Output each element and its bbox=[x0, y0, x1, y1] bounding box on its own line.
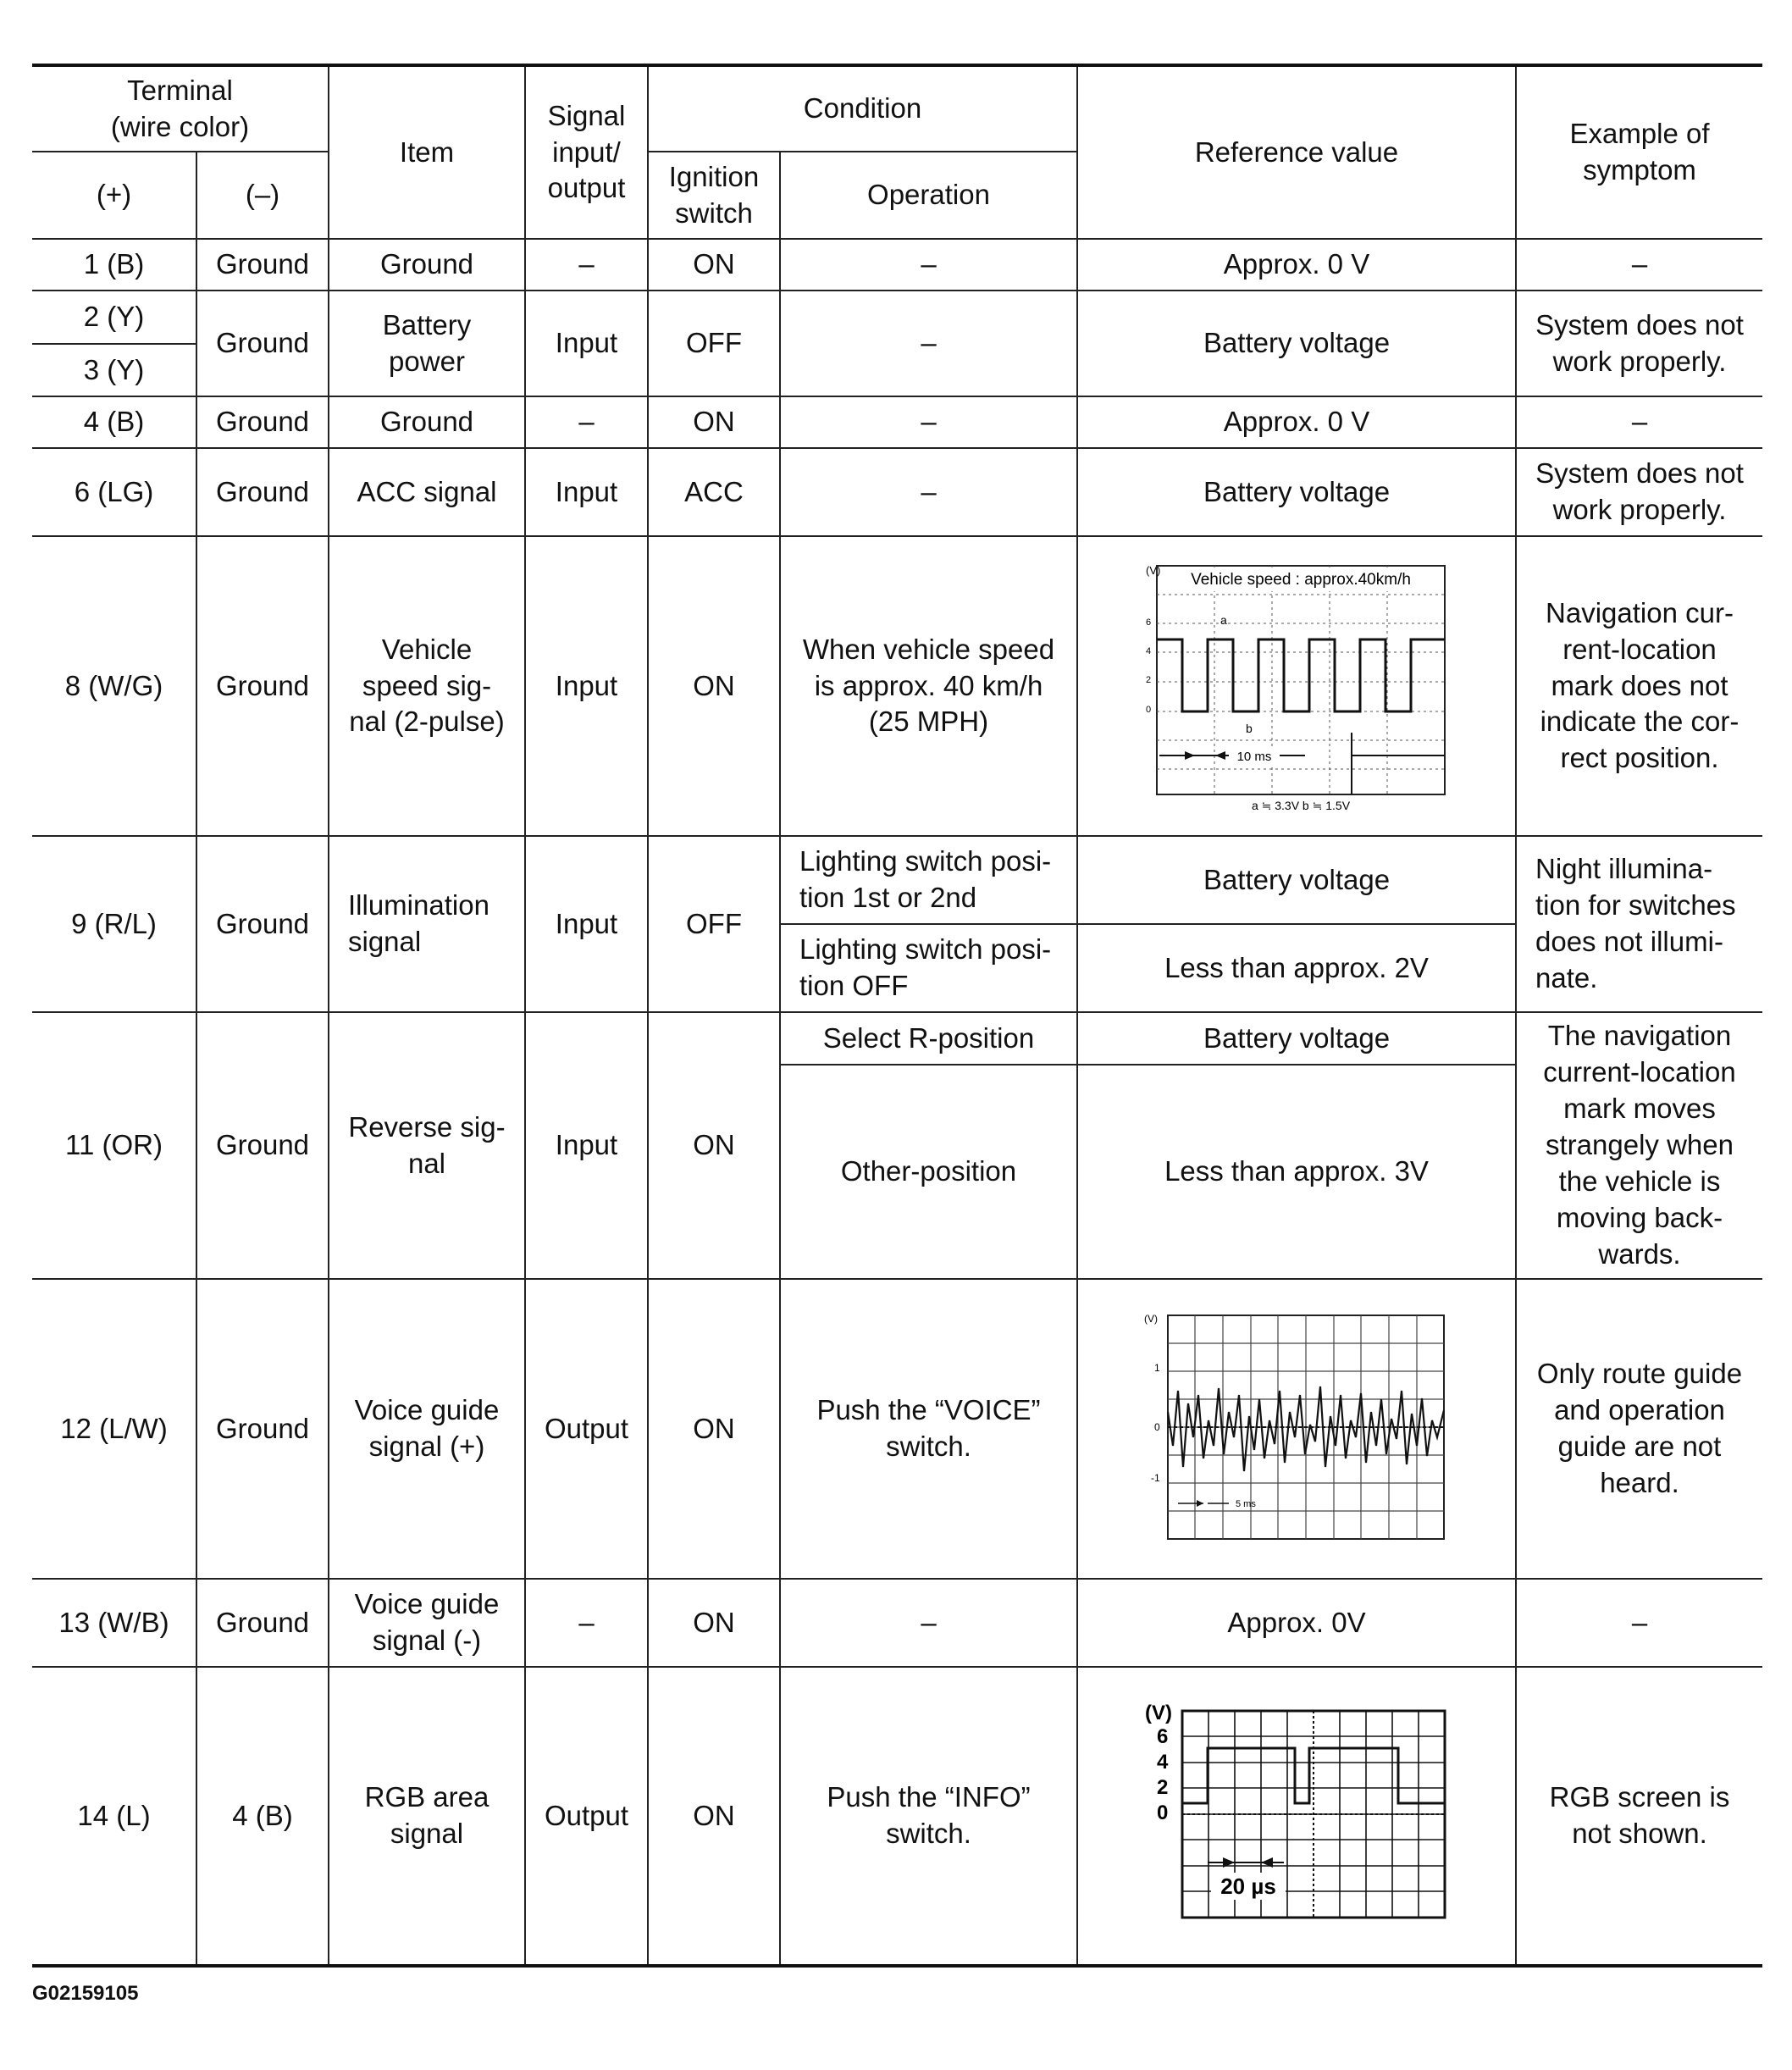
operation-cell: Other-position bbox=[780, 1065, 1077, 1279]
waveform-caption: a ≒ 3.3V b ≒ 1.5V bbox=[1251, 799, 1351, 812]
table-row bbox=[32, 396, 1762, 448]
waveform-label-a: a bbox=[1220, 613, 1227, 627]
operation-cell: – bbox=[780, 448, 1077, 536]
terminal-plus: 13 (W/B) bbox=[32, 1579, 196, 1667]
terminal-plus: 9 (R/L) bbox=[32, 836, 196, 1012]
terminal-plus: 14 (L) bbox=[32, 1667, 196, 1966]
terminal-minus: Ground bbox=[196, 448, 329, 536]
item-cell: Vehicle speed sig- nal (2-pulse) bbox=[329, 536, 525, 836]
header-plus: (+) bbox=[32, 152, 196, 239]
operation-cell: Push the “VOICE” switch. bbox=[780, 1279, 1077, 1579]
y-tick-label: 0 bbox=[1146, 705, 1152, 715]
signal-io-cell: – bbox=[525, 1579, 648, 1667]
operation-cell: Lighting switch posi- tion OFF bbox=[780, 924, 1077, 1012]
table-row bbox=[32, 448, 1762, 536]
reference-waveform-cell bbox=[1077, 1279, 1516, 1579]
y-tick-label: 0 bbox=[1154, 1421, 1160, 1433]
signal-io-cell: – bbox=[525, 239, 648, 291]
symptom-cell: – bbox=[1516, 396, 1762, 448]
waveform-title: Vehicle speed : approx.40km/h bbox=[1191, 571, 1411, 589]
item-cell: Ground bbox=[329, 239, 525, 291]
symptom-cell: The navigation current-location mark moves strangely when the vehicle is moving back- wards. bbox=[1516, 1012, 1762, 1279]
terminal-plus: 8 (W/G) bbox=[32, 536, 196, 836]
reference-waveform-cell bbox=[1077, 1667, 1516, 1966]
signal-io-cell: – bbox=[525, 396, 648, 448]
y-tick-label: 1 bbox=[1154, 1362, 1160, 1374]
waveform-unit: (V) bbox=[1146, 564, 1161, 577]
reference-cell: Approx. 0 V bbox=[1077, 239, 1516, 291]
ignition-cell: ON bbox=[648, 396, 780, 448]
terminal-minus: Ground bbox=[196, 396, 329, 448]
item-cell: Reverse sig- nal bbox=[329, 1012, 525, 1279]
reference-waveform-cell bbox=[1077, 536, 1516, 836]
table-row bbox=[32, 1667, 1762, 1966]
item-cell: Voice guide signal (+) bbox=[329, 1279, 525, 1579]
ignition-cell: OFF bbox=[648, 836, 780, 1012]
terminal-minus: Ground bbox=[196, 1279, 329, 1579]
operation-cell: Push the “INFO” switch. bbox=[780, 1667, 1077, 1966]
table-row bbox=[32, 1279, 1762, 1579]
ignition-cell: OFF bbox=[648, 291, 780, 396]
symptom-cell: System does not work properly. bbox=[1516, 291, 1762, 396]
symptom-cell: System does not work properly. bbox=[1516, 448, 1762, 536]
operation-cell: – bbox=[780, 291, 1077, 396]
reference-cell: Battery voltage bbox=[1077, 448, 1516, 536]
signal-io-cell: Output bbox=[525, 1667, 648, 1966]
item-cell: RGB area signal bbox=[329, 1667, 525, 1966]
terminal-plus: 12 (L/W) bbox=[32, 1279, 196, 1579]
reference-cell: Battery voltage bbox=[1077, 1012, 1516, 1065]
header-condition: Condition bbox=[648, 65, 1077, 152]
header-reference-value: Reference value bbox=[1077, 65, 1516, 239]
signal-io-cell: Input bbox=[525, 291, 648, 396]
header-example-symptom: Example of symptom bbox=[1516, 65, 1762, 239]
reference-cell: Approx. 0V bbox=[1077, 1579, 1516, 1667]
reference-cell: Battery voltage bbox=[1077, 291, 1516, 396]
y-tick-label: 6 bbox=[1157, 1725, 1169, 1748]
symptom-cell: – bbox=[1516, 239, 1762, 291]
table-row bbox=[32, 1012, 1762, 1065]
terminal-minus: Ground bbox=[196, 536, 329, 836]
ignition-cell: ON bbox=[648, 1667, 780, 1966]
ignition-cell: ON bbox=[648, 239, 780, 291]
signal-io-cell: Input bbox=[525, 448, 648, 536]
terminal-minus: Ground bbox=[196, 836, 329, 1012]
item-cell: Battery power bbox=[329, 291, 525, 396]
terminal-plus: 4 (B) bbox=[32, 396, 196, 448]
header-item: Item bbox=[329, 65, 525, 239]
y-tick-label: -1 bbox=[1151, 1472, 1160, 1484]
table-row bbox=[32, 536, 1762, 836]
header-minus: (–) bbox=[196, 152, 329, 239]
ignition-cell: ON bbox=[648, 1279, 780, 1579]
header-signal-io: Signal input/ output bbox=[525, 65, 648, 239]
table-row bbox=[32, 239, 1762, 291]
signal-io-cell: Input bbox=[525, 536, 648, 836]
table-row bbox=[32, 291, 1762, 344]
ignition-cell: ON bbox=[648, 1579, 780, 1667]
signal-io-cell: Input bbox=[525, 836, 648, 1012]
terminal-reference-table-sheet bbox=[32, 64, 1762, 1978]
table-row bbox=[32, 836, 1762, 924]
header-operation: Operation bbox=[780, 152, 1077, 239]
item-cell: Voice guide signal (-) bbox=[329, 1579, 525, 1667]
y-tick-label: 4 bbox=[1157, 1751, 1169, 1774]
terminal-reference-table bbox=[32, 64, 1762, 1968]
terminal-minus: Ground bbox=[196, 1012, 329, 1279]
vehicle-speed-pulse-waveform bbox=[1136, 559, 1457, 813]
header-terminal: Terminal (wire color) bbox=[32, 65, 329, 152]
operation-cell: – bbox=[780, 396, 1077, 448]
table-row bbox=[32, 1579, 1762, 1667]
terminal-minus: Ground bbox=[196, 291, 329, 396]
waveform-unit: (V) bbox=[1144, 1313, 1158, 1325]
operation-cell: Select R-position bbox=[780, 1012, 1077, 1065]
waveform-unit: (V) bbox=[1145, 1702, 1172, 1724]
terminal-minus: Ground bbox=[196, 1579, 329, 1667]
item-cell: ACC signal bbox=[329, 448, 525, 536]
terminal-plus: 3 (Y) bbox=[32, 344, 196, 396]
symptom-cell: RGB screen is not shown. bbox=[1516, 1667, 1762, 1966]
waveform-time-scale: 5 ms bbox=[1236, 1499, 1256, 1509]
signal-io-cell: Input bbox=[525, 1012, 648, 1279]
ignition-cell: ON bbox=[648, 536, 780, 836]
symptom-cell: Only route guide and operation guide are not heard. bbox=[1516, 1279, 1762, 1579]
y-tick-label: 2 bbox=[1157, 1776, 1169, 1799]
terminal-plus: 1 (B) bbox=[32, 239, 196, 291]
y-tick-label: 6 bbox=[1146, 617, 1152, 628]
terminal-plus: 2 (Y) bbox=[32, 291, 196, 344]
header-ignition-switch: Ignition switch bbox=[648, 152, 780, 239]
reference-cell: Battery voltage bbox=[1077, 836, 1516, 924]
signal-io-cell: Output bbox=[525, 1279, 648, 1579]
ignition-cell: ON bbox=[648, 1012, 780, 1279]
ignition-cell: ACC bbox=[648, 448, 780, 536]
figure-code: G02159105 bbox=[32, 1982, 139, 2005]
operation-cell: – bbox=[780, 239, 1077, 291]
terminal-minus: Ground bbox=[196, 239, 329, 291]
symptom-cell: – bbox=[1516, 1579, 1762, 1667]
rgb-area-waveform bbox=[1140, 1697, 1453, 1934]
y-tick-label: 4 bbox=[1146, 646, 1152, 656]
symptom-cell: Navigation cur- rent-location mark does not indicate the cor- rect position. bbox=[1516, 536, 1762, 836]
waveform-time-scale: 10 ms bbox=[1236, 750, 1272, 764]
item-cell: Ground bbox=[329, 396, 525, 448]
y-tick-label: 2 bbox=[1146, 675, 1152, 685]
waveform-time-scale: 20 µs bbox=[1220, 1874, 1276, 1899]
operation-cell: When vehicle speed is approx. 40 km/h (25 MPH) bbox=[780, 536, 1077, 836]
voice-guide-waveform bbox=[1144, 1310, 1449, 1547]
y-tick-label: 0 bbox=[1157, 1802, 1169, 1824]
terminal-plus: 11 (OR) bbox=[32, 1012, 196, 1279]
waveform-label-b: b bbox=[1246, 722, 1253, 735]
reference-cell: Less than approx. 2V bbox=[1077, 924, 1516, 1012]
item-cell: Illumination signal bbox=[329, 836, 525, 1012]
terminal-plus: 6 (LG) bbox=[32, 448, 196, 536]
reference-cell: Approx. 0 V bbox=[1077, 396, 1516, 448]
operation-cell: – bbox=[780, 1579, 1077, 1667]
symptom-cell: Night illumina- tion for switches does not illumi- nate. bbox=[1516, 836, 1762, 1012]
terminal-minus: 4 (B) bbox=[196, 1667, 329, 1966]
reference-cell: Less than approx. 3V bbox=[1077, 1065, 1516, 1279]
operation-cell: Lighting switch posi- tion 1st or 2nd bbox=[780, 836, 1077, 924]
